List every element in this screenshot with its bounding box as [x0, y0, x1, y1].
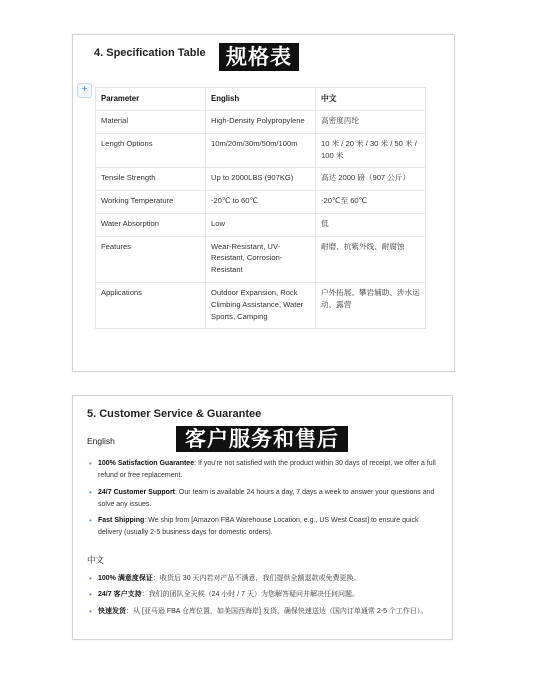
spec-section-title: 4. Specification Table — [94, 47, 206, 59]
item-heading: 24/7 Customer Support — [98, 488, 176, 496]
item-heading: Fast Shipping — [98, 517, 145, 525]
item-heading: 24/7 客户支持 — [98, 591, 142, 599]
table-row — [96, 111, 426, 134]
table-row — [96, 191, 426, 214]
item-text: : If you're not satisfied with the product within 30 days of receipt, we offer a full refund or free replacement. — [98, 460, 436, 480]
table-row — [96, 282, 426, 328]
list-item — [87, 487, 439, 512]
table-row — [96, 236, 426, 282]
list-item — [87, 573, 439, 585]
table-row — [96, 133, 426, 168]
bullet-icon: • — [89, 459, 92, 468]
table-cell: Water Absorption — [96, 213, 206, 236]
table-cell: Applications — [96, 282, 206, 328]
table-cell: High-Density Polypropylene — [206, 111, 316, 134]
service-banner: 客户服务和售后 — [176, 426, 348, 452]
chinese-label: 中文 — [87, 555, 105, 565]
english-list — [87, 458, 439, 544]
bullet-icon: • — [89, 574, 92, 583]
table-cell: 户外拓展、攀岩辅助、涉水运动、露营 — [316, 282, 426, 328]
item-text: ：从 [亚马逊 FBA 仓库位置，如美国西海岸] 发货，确保快速送达（国内订单通常 2-5 个工作日）。 — [126, 607, 428, 615]
list-item — [87, 515, 439, 540]
table-cell: Low — [206, 213, 316, 236]
table-cell: Wear-Resistant, UV-Resistant, Corrosion-Resistant — [206, 236, 316, 282]
table-cell: 低 — [316, 213, 426, 236]
service-section-title: 5. Customer Service & Guarantee — [87, 408, 262, 420]
service-card — [72, 395, 453, 640]
english-label: English — [87, 436, 115, 446]
item-text: : Our team is available 24 hours a day, 7 days a week to answer your questions and solve any issues. — [98, 488, 435, 508]
header-parameter: Parameter — [96, 88, 206, 111]
table-cell: -20℃至 60℃ — [316, 191, 426, 214]
spec-banner: 规格表 — [219, 43, 299, 71]
table-cell: Outdoor Expansion, Rock Climbing Assistance, Water Sports, Camping — [206, 282, 316, 328]
table-row — [96, 213, 426, 236]
item-text: ：我们的团队全天候（24 小时 / 7 天）为您解答疑问并解决任何问题。 — [141, 591, 359, 599]
table-cell: Material — [96, 111, 206, 134]
list-item — [87, 458, 439, 483]
table-cell: Features — [96, 236, 206, 282]
chinese-list — [87, 573, 439, 622]
header-chinese: 中文 — [316, 88, 426, 111]
table-cell: Working Temperature — [96, 191, 206, 214]
table-cell: -20℃ to 60℃ — [206, 191, 316, 214]
bullet-icon: • — [89, 516, 92, 526]
list-item — [87, 589, 439, 601]
item-heading: 100% 满意度保证 — [98, 575, 153, 582]
item-heading: 100% Satisfaction Guarantee — [98, 460, 195, 467]
item-text: ：收货后 30 天内若对产品不满意，我们提供全额退款或免费更换。 — [152, 575, 361, 582]
bullet-icon: • — [89, 487, 92, 497]
bullet-icon: • — [89, 606, 92, 616]
header-english: English — [206, 88, 316, 111]
table-cell: 耐磨、抗紫外线、耐腐蚀 — [316, 236, 426, 282]
item-text: : We ship from [Amazon FBA Warehouse Location, e.g., US West Coast] to ensure quick delivery (usually 2-5 business days for domestic orders). — [98, 517, 419, 537]
spec-table-card — [72, 34, 455, 372]
table-header-row — [96, 88, 426, 111]
table-cell: 高密度丙纶 — [316, 111, 426, 134]
spec-table — [95, 87, 426, 329]
table-cell: 10 米 / 20 米 / 30 米 / 50 米 / 100 米 — [316, 133, 426, 168]
table-cell: Length Options — [96, 133, 206, 168]
table-cell: 10m/20m/30m/50m/100m — [206, 133, 316, 168]
add-row-plus-icon[interactable]: + — [77, 83, 92, 98]
item-heading: 快速发货 — [98, 607, 126, 615]
table-cell: Tensile Strength — [96, 168, 206, 191]
table-cell: 高达 2000 磅（907 公斤） — [316, 168, 426, 191]
table-row — [96, 168, 426, 191]
list-item — [87, 606, 439, 618]
bullet-icon: • — [89, 590, 92, 600]
table-cell: Up to 2000LBS (907KG) — [206, 168, 316, 191]
